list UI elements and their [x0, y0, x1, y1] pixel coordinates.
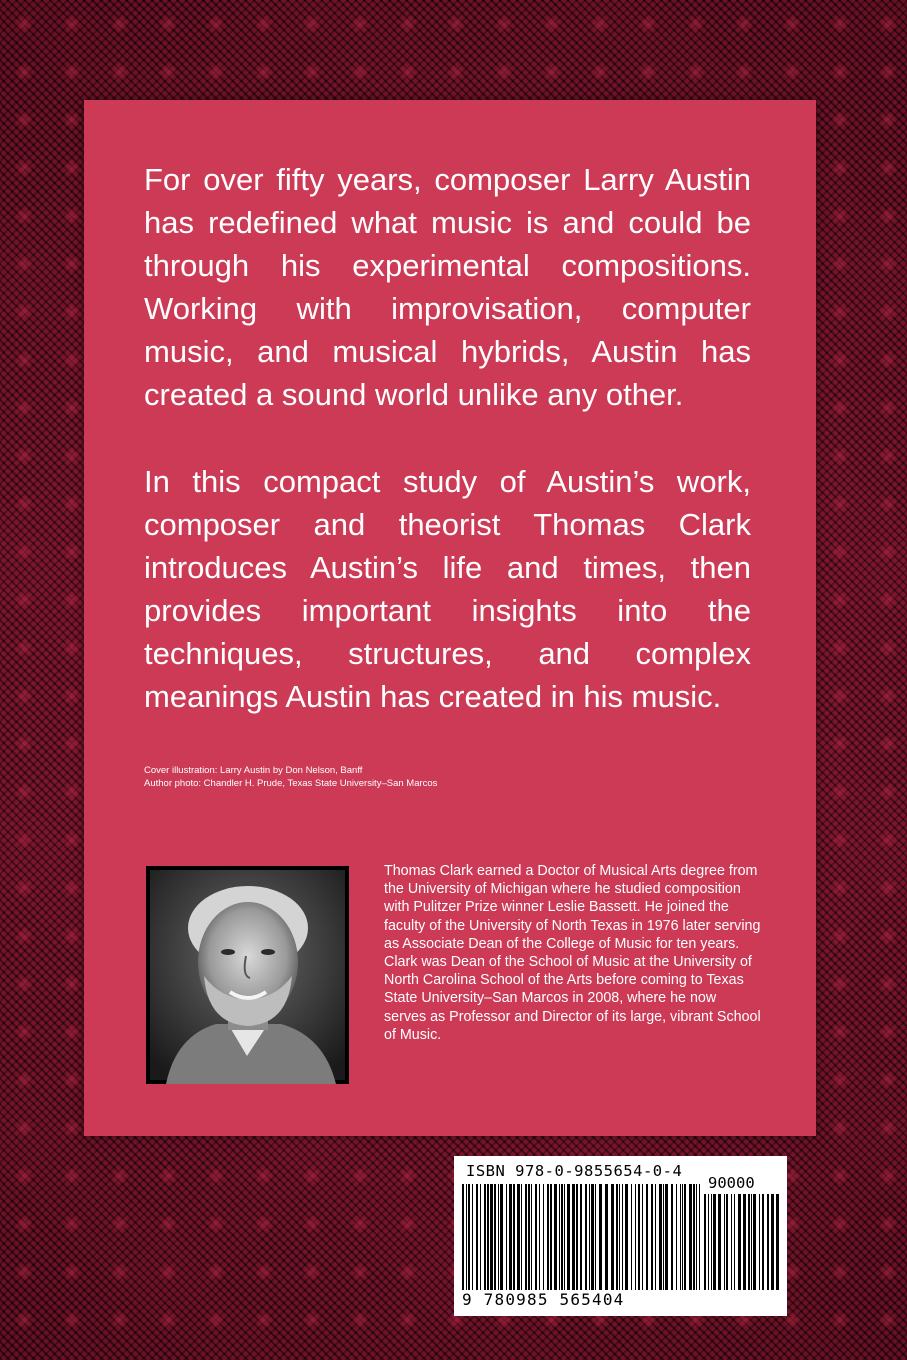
addon-barcode-bars: [704, 1194, 780, 1290]
blurb-paragraph-1: For over fifty years, composer Larry Austin has redefined what music is and could be through his experimental compositions. Working with improvisation, computer music, and musical hybrids, Austin has created a sound world unlike any other.: [144, 162, 751, 412]
ean-barcode-bars: [462, 1184, 700, 1290]
price-code-text: 90000: [708, 1174, 755, 1192]
blurb-paragraph-2: In this compact study of Austin’s work, composer and theorist Thomas Clark introduces Austin’s life and times, then provides important insights into the techniques, structures, and complex meanings Austin has created in his music.: [144, 464, 751, 714]
author-bio: Thomas Clark earned a Doctor of Musical Arts degree from the University of Michigan where he studied composition with Pulitzer Prize winner Leslie Bassett. He joined the faculty of the University of North Texas in 1976 later serving as Associate Dean of the College of Music for ten years. Clark was Dean of the School of Music at the University of North Carolina School of the Arts before coming to Texas State University–San Marcos in 2008, where he now serves as Professor and Director of its large, vibrant School of Music.: [384, 863, 761, 1043]
image-credits: [144, 764, 437, 790]
back-cover-panel: [84, 100, 816, 1136]
ean-digits: 9 780985 565404: [462, 1290, 625, 1309]
author-portrait-image: [146, 866, 349, 1084]
isbn-barcode: [454, 1156, 787, 1316]
author-photo: [146, 866, 349, 1084]
isbn-text: ISBN 978-0-9855654-0-4: [466, 1162, 683, 1180]
author-photo-credit: Author photo: Chandler H. Prude, Texas State University–San Marcos: [144, 778, 438, 789]
cover-credit: Cover illustration: Larry Austin by Don Nelson, Banff: [144, 765, 363, 776]
